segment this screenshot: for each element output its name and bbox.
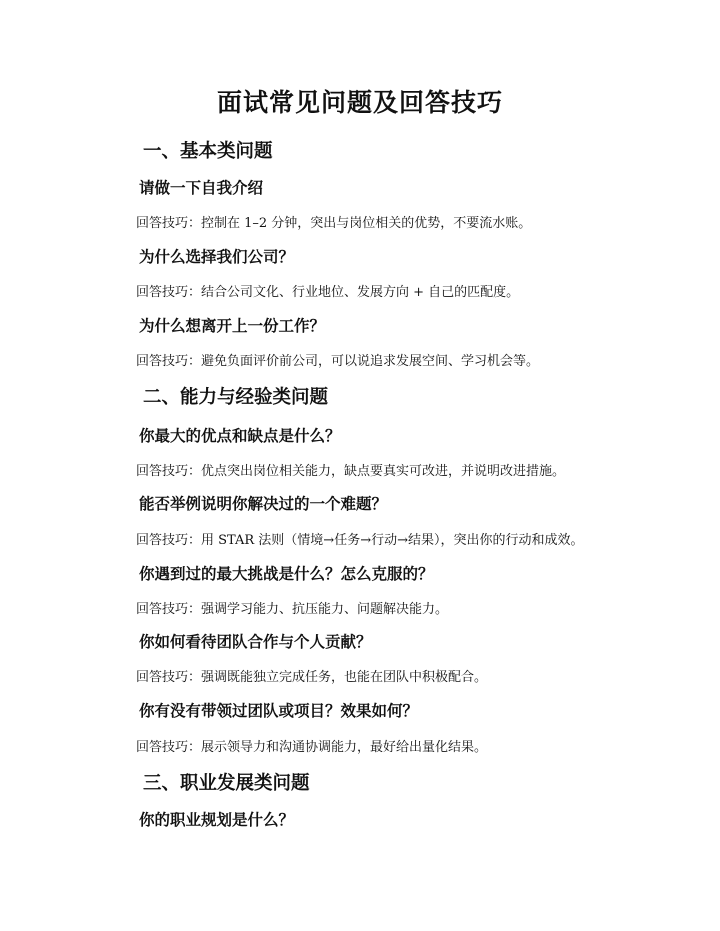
answer-why-leave: 回答技巧：避免负面评价前公司，可以说追求发展空间、学习机会等。 bbox=[136, 354, 540, 369]
answer-why-company: 回答技巧：结合公司文化、行业地位、发展方向 + 自己的匹配度。 bbox=[136, 285, 520, 300]
answer-biggest-challenge: 回答技巧：强调学习能力、抗压能力、问题解决能力。 bbox=[136, 602, 449, 617]
answer-self-intro: 回答技巧：控制在 1–2 分钟，突出与岗位相关的优势，不要流水账。 bbox=[136, 216, 532, 231]
answer-strengths-weaknesses: 回答技巧：优点突出岗位相关能力，缺点要真实可改进，并说明改进措施。 bbox=[136, 464, 566, 479]
question-career-plan: 你的职业规划是什么？ bbox=[139, 810, 295, 829]
question-strengths-weaknesses: 你最大的优点和缺点是什么？ bbox=[139, 426, 341, 445]
question-self-intro: 请做一下自我介绍 bbox=[139, 178, 264, 197]
section-heading-basic: 一、基本类问题 bbox=[143, 141, 273, 162]
question-solved-problem: 能否举例说明你解决过的一个难题？ bbox=[139, 494, 388, 513]
page-title: 面试常见问题及回答技巧 bbox=[216, 88, 503, 117]
question-leadership: 你有没有带领过团队或项目？效果如何？ bbox=[139, 701, 419, 720]
question-why-leave: 为什么想离开上一份工作？ bbox=[139, 316, 326, 335]
question-why-company: 为什么选择我们公司？ bbox=[139, 247, 295, 266]
section-heading-ability: 二、能力与经验类问题 bbox=[143, 387, 329, 408]
answer-leadership: 回答技巧：展示领导力和沟通协调能力，最好给出量化结果。 bbox=[136, 740, 488, 755]
answer-solved-problem: 回答技巧：用 STAR 法则（情境→任务→行动→结果），突出你的行动和成效。 bbox=[136, 533, 584, 548]
question-biggest-challenge: 你遇到过的最大挑战是什么？怎么克服的？ bbox=[139, 564, 434, 583]
question-teamwork: 你如何看待团队合作与个人贡献？ bbox=[139, 632, 372, 651]
answer-teamwork: 回答技巧：强调既能独立完成任务，也能在团队中积极配合。 bbox=[136, 670, 488, 685]
section-heading-career: 三、职业发展类问题 bbox=[143, 773, 310, 794]
